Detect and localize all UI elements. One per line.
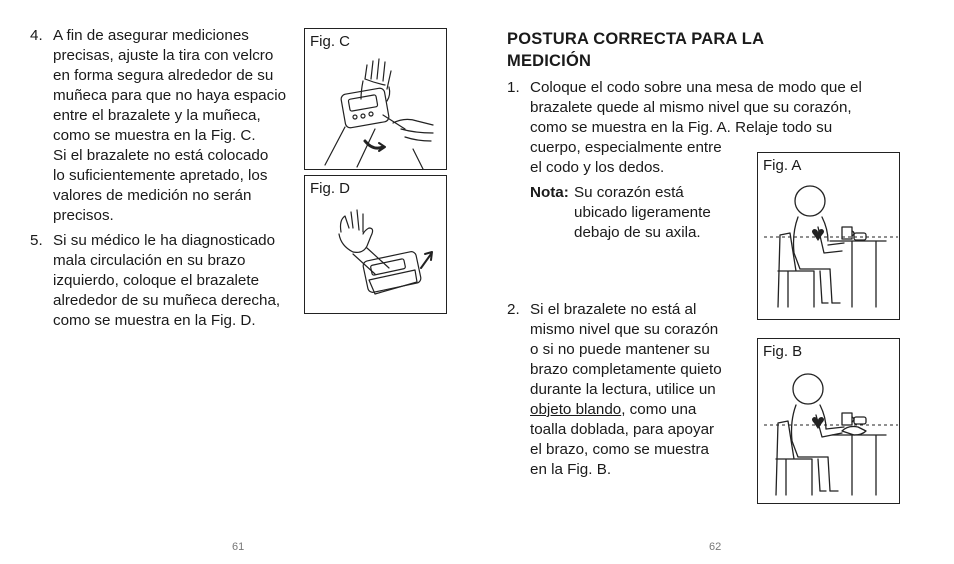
list-number: 1. [507, 79, 520, 96]
figure-b [757, 338, 900, 504]
figure-label: Fig. C [310, 33, 351, 50]
list-text: Coloque el codo sobre una mesa de modo que el brazalete quede al mismo nivel que su corazón, como se muestra en la Fig. A. Relaje todo su cuerpo, especialmente entre el codo y los dedos. [530, 79, 862, 176]
list-item-4 [30, 26, 310, 226]
list-number: 4. [30, 27, 43, 44]
page-number-right: 62 [709, 541, 722, 553]
figure-a [757, 152, 900, 320]
note [530, 183, 740, 245]
seated-posture-illustration [758, 153, 901, 321]
list-item-5 [30, 231, 310, 331]
list-text [530, 300, 750, 480]
figure-label: Fig. B [763, 343, 803, 360]
list-item-2 [507, 300, 747, 480]
list-text: Si su médico le ha diagnosticado mala circulación en su brazo izquierdo, coloque el brazalete alrededor de su muñeca derecha, como se muestra en la Fig. D. [53, 232, 281, 329]
soft-object-term: objeto blando [530, 401, 622, 418]
figure-d [304, 175, 447, 314]
figure-c [304, 28, 447, 170]
note-text: Su corazón está ubicado ligeramente debajo de su axila. [574, 184, 711, 241]
list-number: 5. [30, 232, 43, 249]
note-label: Nota: [530, 184, 569, 201]
list-text-part: , como una toalla doblada, para apoyar el brazo, como se muestra en la Fig. B. [530, 401, 715, 478]
list-text-part: Si el brazalete no está al mismo nivel que su corazón o si no puede mantener su brazo completamente quieto durante la lectura, utilice un [530, 301, 722, 398]
figure-label: Fig. D [310, 180, 351, 197]
figure-label: Fig. A [763, 157, 802, 174]
list-number: 2. [507, 301, 520, 318]
seated-posture-support-illustration [758, 339, 901, 505]
list-text: A fin de asegurar mediciones precisas, ajuste la tira con velcro en forma segura alrededor de su muñeca para que no haya espacio entre el brazalete y la muñeca, como se muestra en la Fig. C. Si el brazalete no está colocado lo suficientemente apretado, los valores de medición no serán precisos. [53, 27, 287, 224]
page-number-left: 61 [232, 541, 245, 553]
wrist-cuff-tightening-illustration [305, 29, 448, 171]
right-wrist-cuff-illustration [305, 176, 448, 315]
section-heading: POSTURA CORRECTA PARA LA MEDICIÓN [507, 30, 765, 70]
